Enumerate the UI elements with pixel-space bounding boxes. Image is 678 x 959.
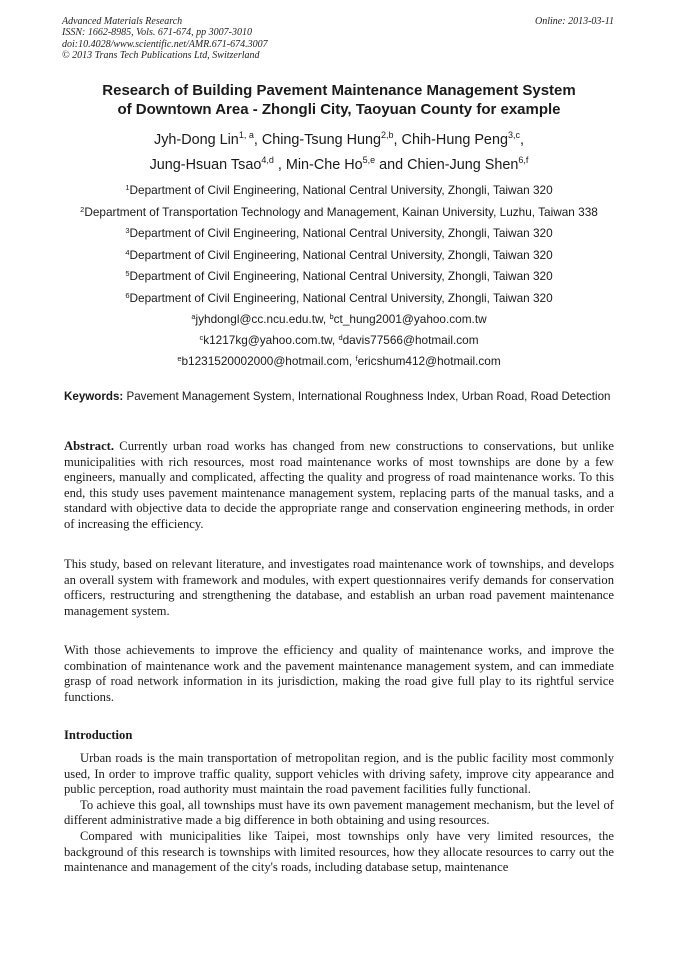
copyright-line: © 2013 Trans Tech Publications Ltd, Switzerland — [62, 50, 260, 62]
email-address[interactable]: ericshum412@hotmail.com — [357, 354, 501, 368]
email-mark: f — [355, 354, 358, 363]
doi-line: doi:10.4028/www.scientific.net/AMR.671-674.3007 — [62, 38, 268, 50]
author-name: Jyh-Dong Lin — [154, 132, 239, 148]
section-heading-introduction: Introduction — [64, 728, 133, 742]
affiliation-mark: 4 — [125, 247, 130, 257]
author-line-2 — [40, 153, 638, 178]
author-line-1 — [40, 128, 638, 153]
issn-line: ISSN: 1662-8985, Vols. 671-674, pp 3007-3010 — [62, 27, 252, 39]
affiliation-text: Department of Transportation Technology and Management, Kainan University, Luzhu, Taiwan 338 — [84, 204, 598, 219]
title-line-2: of Downtown Area - Zhongli City, Taoyuan County for example — [117, 101, 561, 118]
author-separator: , — [519, 132, 524, 148]
abstract-text: Currently urban road works has changed from new constructions to conservations, but unlike municipalities with rich resources, most road maintenance works of most townships are done by a few engineers, manually and complicated, affecting the quality and progress of road maintenance works. To this end, this study uses pavement maintenance management system, replacing parts of the manual tasks, and a standard with objective data to decide the appropriate range and conservation engineering methods, in order of increasing the efficiency. — [64, 439, 614, 531]
author-name: Ching-Tsung Hung — [261, 132, 382, 148]
affiliation-text: Department of Civil Engineering, National Central University, Zhongli, Taiwan 320 — [129, 183, 553, 197]
author-affil-mark: 2,b — [381, 130, 394, 140]
affiliation — [20, 245, 658, 267]
author-affil-mark: 1, a — [238, 130, 254, 140]
affiliation-text: Department of Civil Engineering, National Central University, Zhongli, Taiwan 320 — [129, 290, 553, 305]
keywords-text: Pavement Management System, International Roughness Index, Urban Road, Road Detection — [123, 390, 611, 403]
abstract-label: Abstract. — [64, 439, 115, 453]
affiliation-mark: 1 — [125, 183, 130, 192]
affiliation — [20, 223, 658, 245]
author-list — [40, 128, 638, 178]
intro-paragraph: To achieve this goal, all townships must have its own pavement management mechanism, but the level of different administrative made a big difference in both obtaining and using resources. — [64, 797, 614, 828]
journal-name: Advanced Materials Research — [62, 16, 183, 27]
keywords-block — [64, 389, 614, 404]
affiliation — [20, 288, 658, 310]
author-affil-mark: 4,d — [261, 155, 274, 165]
affiliation-mark: 6 — [125, 290, 130, 300]
author-name: Chih-Hung Peng — [401, 132, 508, 148]
affiliation-text: Department of Civil Engineering, National Central University, Zhongli, Taiwan 320 — [129, 247, 553, 262]
affiliation-mark: 3 — [125, 226, 130, 236]
email-address[interactable]: davis77566@hotmail.com — [342, 333, 479, 347]
email-address[interactable]: ct_hung2001@yahoo.com.tw — [333, 312, 487, 326]
author-separator: , — [253, 132, 262, 148]
author-name: Jung-Hsuan Tsao — [149, 157, 262, 173]
author-separator: , — [393, 132, 402, 148]
intro-paragraph: Urban roads is the main transportation of metropolitan region, and is the public facility most commonly used, In order to improve traffic quality, support vehicles with driving safety, improve city appearance and public perception, road authority must maintain the road pavement facilities fully functional. — [64, 751, 614, 797]
email-list — [40, 309, 638, 372]
author-affil-mark: 5,e — [362, 155, 376, 165]
abstract-paragraph-2: This study, based on relevant literature, and investigates road maintenance work of townships, and develops an overall system with framework and modules, with expert questionnaires verify demands for conservation officers, restructuring and strengthening the database, and establish an urban road pavement maintenance management system. — [64, 557, 614, 618]
journal-header — [62, 16, 268, 62]
introduction-body — [64, 751, 614, 876]
email-line — [40, 330, 638, 351]
keywords-label: Keywords: — [64, 390, 124, 403]
author-name: Min-Che Ho — [285, 157, 363, 173]
email-line — [40, 351, 638, 372]
affiliation — [20, 180, 658, 202]
title-line-1: Research of Building Pavement Maintenance Management System — [102, 82, 576, 99]
affiliation-mark: 5 — [125, 269, 130, 279]
author-affil-mark: 3,c — [507, 130, 520, 140]
author-affil-mark: 6,f — [518, 155, 529, 165]
email-mark: b — [329, 312, 334, 321]
affiliation — [20, 202, 658, 224]
author-separator: , — [273, 157, 286, 173]
affiliation-text: Department of Civil Engineering, National Central University, Zhongli, Taiwan 320 — [129, 269, 553, 284]
affiliation-list — [20, 180, 658, 310]
email-address[interactable]: k1217kg@yahoo.com.tw, — [203, 333, 339, 347]
abstract-paragraph-3: With those achievements to improve the efficiency and quality of maintenance works, and improve the combination of maintenance work and the pavement maintenance management system, and can immediate grasp of road network information in its jurisdiction, making the road give full play to its rightful service functions. — [64, 643, 614, 704]
affiliation-mark: 2 — [80, 204, 85, 214]
email-line — [40, 309, 638, 330]
online-date: Online: 2013-03-11 — [535, 16, 614, 27]
author-name: Chien-Jung Shen — [407, 157, 519, 173]
email-mark: e — [177, 354, 182, 363]
paper-title — [40, 81, 638, 119]
abstract-block — [64, 439, 614, 533]
author-separator: and — [375, 157, 408, 173]
email-address[interactable]: jyhdongl@cc.ncu.edu.tw, — [195, 312, 330, 326]
email-mark: d — [338, 333, 343, 342]
email-mark: c — [199, 333, 204, 342]
affiliation — [20, 266, 658, 288]
email-address[interactable]: b1231520002000@hotmail.com, — [181, 354, 356, 368]
affiliation-text: Department of Civil Engineering, National Central University, Zhongli, Taiwan 320 — [129, 226, 553, 241]
email-mark: a — [191, 312, 196, 321]
intro-paragraph: Compared with municipalities like Taipei, most townships only have very limited resources, the background of this research is townships with limited resources, how they allocate resources to carry out the maintenance and management of the city's roads, including database setup, maintenance — [64, 828, 614, 875]
